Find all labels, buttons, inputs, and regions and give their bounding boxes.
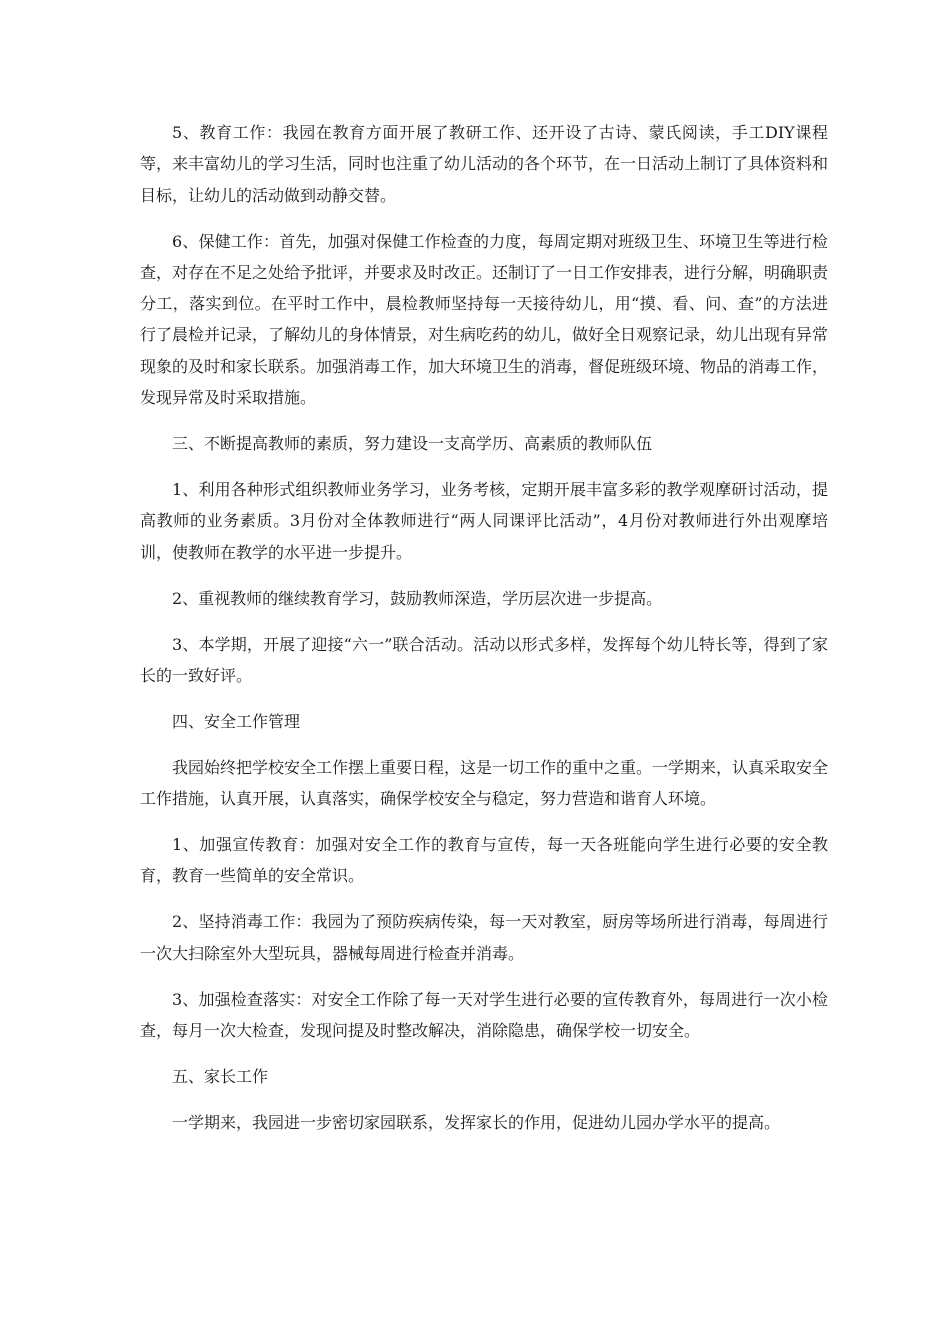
paragraph-parent-work: 一学期来，我园进一步密切家园联系，发挥家长的作用，促进幼儿园办学水平的提高。 [172, 1112, 781, 1132]
paragraph-safety-intro: 我园始终把学校安全工作摆上重要日程，这是一切工作的重中之重。一学期来，认真采取安全工作措施，认真开展，认真落实，确保学校安全与稳定，努力营造和谐育人环境。 [140, 757, 829, 809]
paragraph-disinfection: 2、坚持消毒工作：我园为了预防疾病传染，每一天对教室，厨房等场所进行消毒，每周进行一次大扫除室外大型玩具，器械每周进行检查并消毒。 [140, 912, 828, 963]
paragraph-safety-education: 1、加强宣传教育：加强对安全工作的教育与宣传，每一天各班能向学生进行必要的安全教育，教育一些简单的安全常识。 [140, 835, 828, 886]
paragraph-teacher-study: 1、利用各种形式组织教师业务学习，业务考核，定期开展丰富多彩的教学观摩研讨活动，提高教师的业务素质。3月份对全体教师进行“两人同课评比活动”，4月份对教师进行外出观摩培训，使教师在教学的水平进一步提升。 [140, 480, 828, 562]
section-heading-safety-management: 四、安全工作管理 [172, 711, 301, 731]
paragraph-children-day-activity: 3、本学期，开展了迎接“六一”联合活动。活动以形式多样，发挥每个幼儿特长等，得到了家长的一致好评。 [140, 634, 828, 685]
document-page [140, 117, 828, 1153]
paragraph-inspection: 3、加强检查落实：对安全工作除了每一天对学生进行必要的宣传教育外，每周进行一次小检查，每月一次大检查，发现问提及时整改解决，消除隐患，确保学校一切安全。 [140, 989, 828, 1040]
section-heading-teacher-quality: 三、不断提高教师的素质，努力建设一支高学历、高素质的教师队伍 [172, 434, 653, 454]
section-heading-parent-work: 五、家长工作 [172, 1066, 269, 1086]
paragraph-education-work: 5、教育工作：我园在教育方面开展了教研工作、还开设了古诗、蒙氏阅读，手工DIY课程等，来丰富幼儿的学习生活，同时也注重了幼儿活动的各个环节，在一日活动上制订了具体资料和目标，让幼儿的活动做到动静交替。 [140, 123, 829, 205]
paragraph-health-work: 6、保健工作：首先，加强对保健工作检查的力度，每周定期对班级卫生、环境卫生等进行检查，对存在不足之处给予批评，并要求及时改正。还制订了一日工作安排表，进行分解，明确职责分工，落实到位。在平时工作中，晨检教师坚持每一天接待幼儿，用“摸、看、问、查”的方法进行了晨检并记录，了解幼儿的身体情景，对生病吃药的幼儿，做好全日观察记录，幼儿出现有异常现象的及时和家长联系。加强消毒工作，加大环境卫生的消毒，督促班级环境、物品的消毒工作，发现异常及时采取措施。 [140, 231, 829, 408]
paragraph-teacher-continuing-education: 2、重视教师的继续教育学习，鼓励教师深造，学历层次进一步提高。 [172, 588, 663, 608]
